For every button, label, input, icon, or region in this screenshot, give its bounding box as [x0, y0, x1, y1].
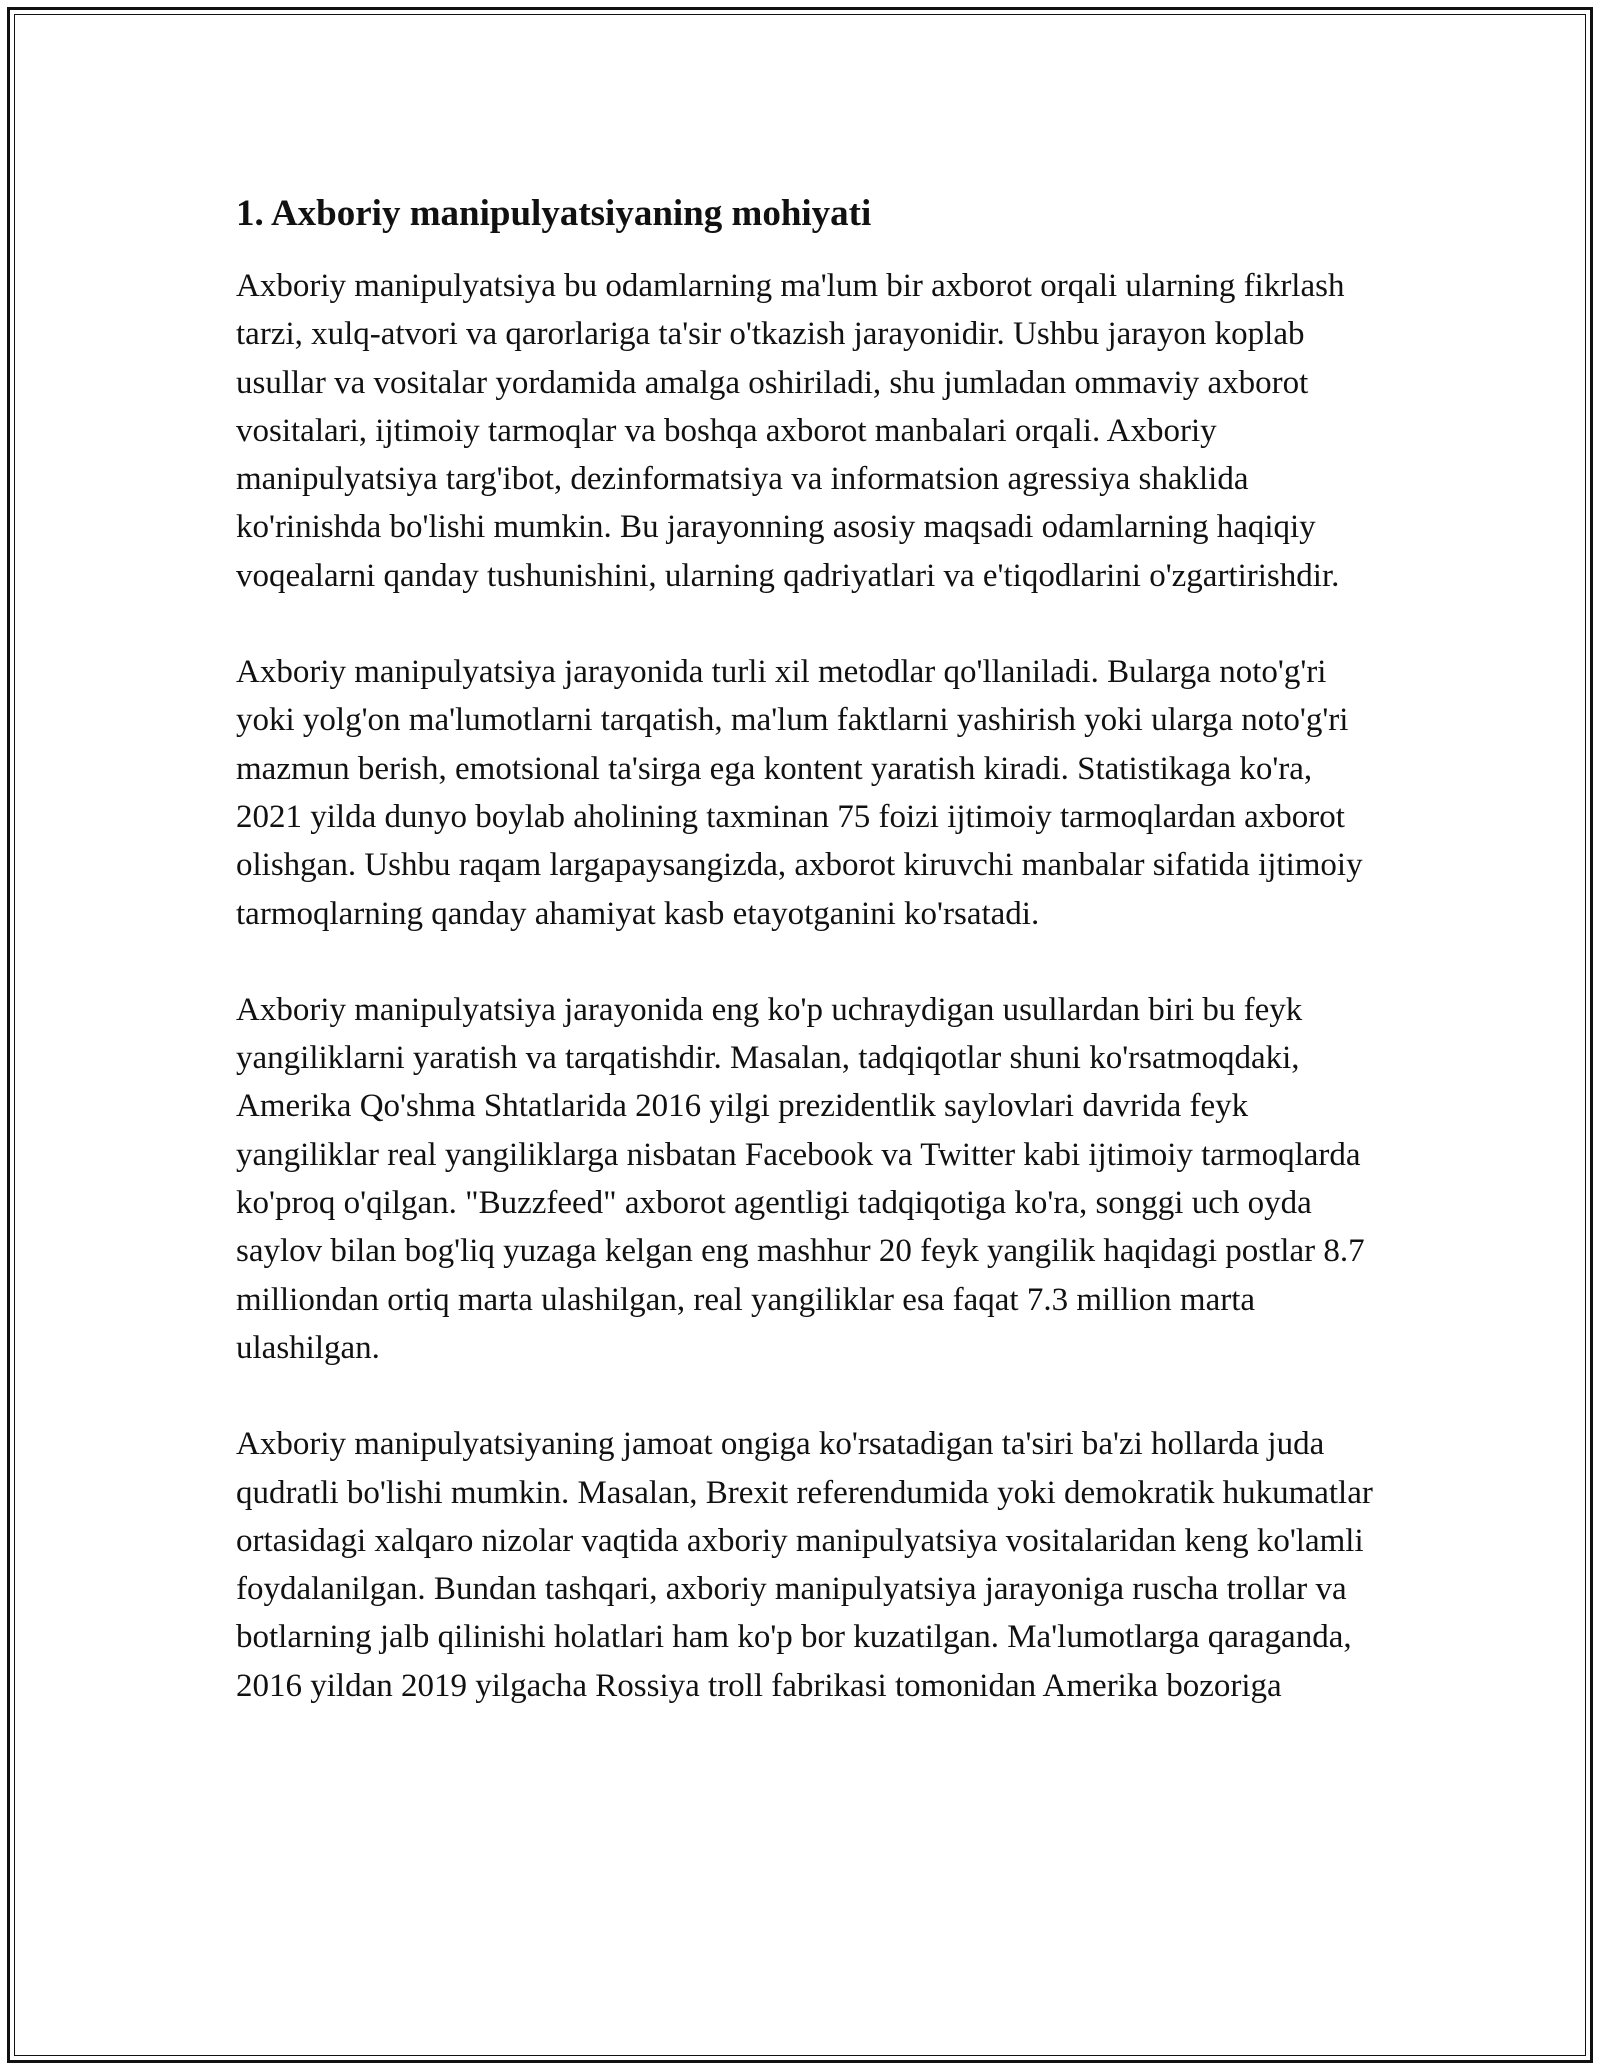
paragraph-1: Axboriy manipulyatsiya bu odamlarning ma'lum bir axborot orqali ularning fikrlash tarzi, xulq-atvori va qarorlariga ta'sir o'tkazish jarayonidir. Ushbu jarayon koplab usullar va vositalar yordamida amalga oshiriladi, shu jumladan ommaviy axborot vositalari, ijtimoiy tarmoqlar va boshqa axborot manbalari orqali. Axboriy manipulyatsiya targ'ibot, dezinformatsiya va informatsion agressiya shaklida ko'rinishda bo'lishi mumkin. Bu jarayonning asosiy maqsadi odamlarning haqiqiy voqealarni qanday tushunishini, ularning qadriyatlari va e'tiqodlarini o'zgartirishdir. — [236, 268, 1345, 594]
paragraph-3: Axboriy manipulyatsiya jarayonida eng ko'p uchraydigan usullardan biri bu feyk yangiliklarni yaratish va tarqatishdir. Masalan, tadqiqotlar shuni ko'rsatmoqdaki, Amerika Qo'shma Shtatlarida 2016 yilgi prezidentlik saylovlari davrida feyk yangiliklar real yangiliklarga nisbatan Facebook va Twitter kabi ijtimoiy tarmoqlarda ko'proq o'qilgan. "Buzzfeed" axborot agentligi tadqiqotiga ko'ra, songgi uch oyda saylov bilan bog'liq yuzaga kelgan eng mashhur 20 feyk yangilik haqidagi postlar 8.7 milliondan ortiq marta ulashilgan, real yangiliklar esa faqat 7.3 million marta ulashilgan. — [236, 991, 1365, 1366]
paragraph-2: Axboriy manipulyatsiya jarayonida turli xil metodlar qo'llaniladi. Bularga noto'g'ri yoki yolg'on ma'lumotlarni tarqatish, ma'lum faktlarni yashirish yoki ularga noto'g'ri mazmun berish, emotsional ta'sirga ega kontent yaratish kiradi. Statistikaga ko'ra, 2021 yilda dunyo boylab aholining taxminan 75 foizi ijtimoiy tarmoqlardan axborot olishgan. Ushbu raqam largapaysangizda, axborot kiruvchi manbalar sifatida ijtimoiy tarmoqlarning qanday ahamiyat kasb etayotganini ko'rsatadi. — [236, 654, 1363, 932]
document-body — [236, 188, 1381, 1710]
paragraph-4: Axboriy manipulyatsiyaning jamoat ongiga ko'rsatadigan ta'siri ba'zi hollarda juda qudratli bo'lishi mumkin. Masalan, Brexit referendumida yoki demokratik hukumatlar ortasidagi xalqaro nizolar vaqtida axboriy manipulyatsiya vositalaridan keng ko'lamli foydalanilgan. Bundan tashqari, axboriy manipulyatsiya jarayoniga ruscha trollar va botlarning jalb qilinishi holatlari ham ko'p bor kuzatilgan. Ma'lumotlarga qaraganda, 2016 yildan 2019 yilgacha Rossiya troll fabrikasi tomonidan Amerika bozoriga — [236, 1426, 1373, 1704]
section-heading: 1. Axboriy manipulyatsiyaning mohiyati — [236, 193, 872, 234]
